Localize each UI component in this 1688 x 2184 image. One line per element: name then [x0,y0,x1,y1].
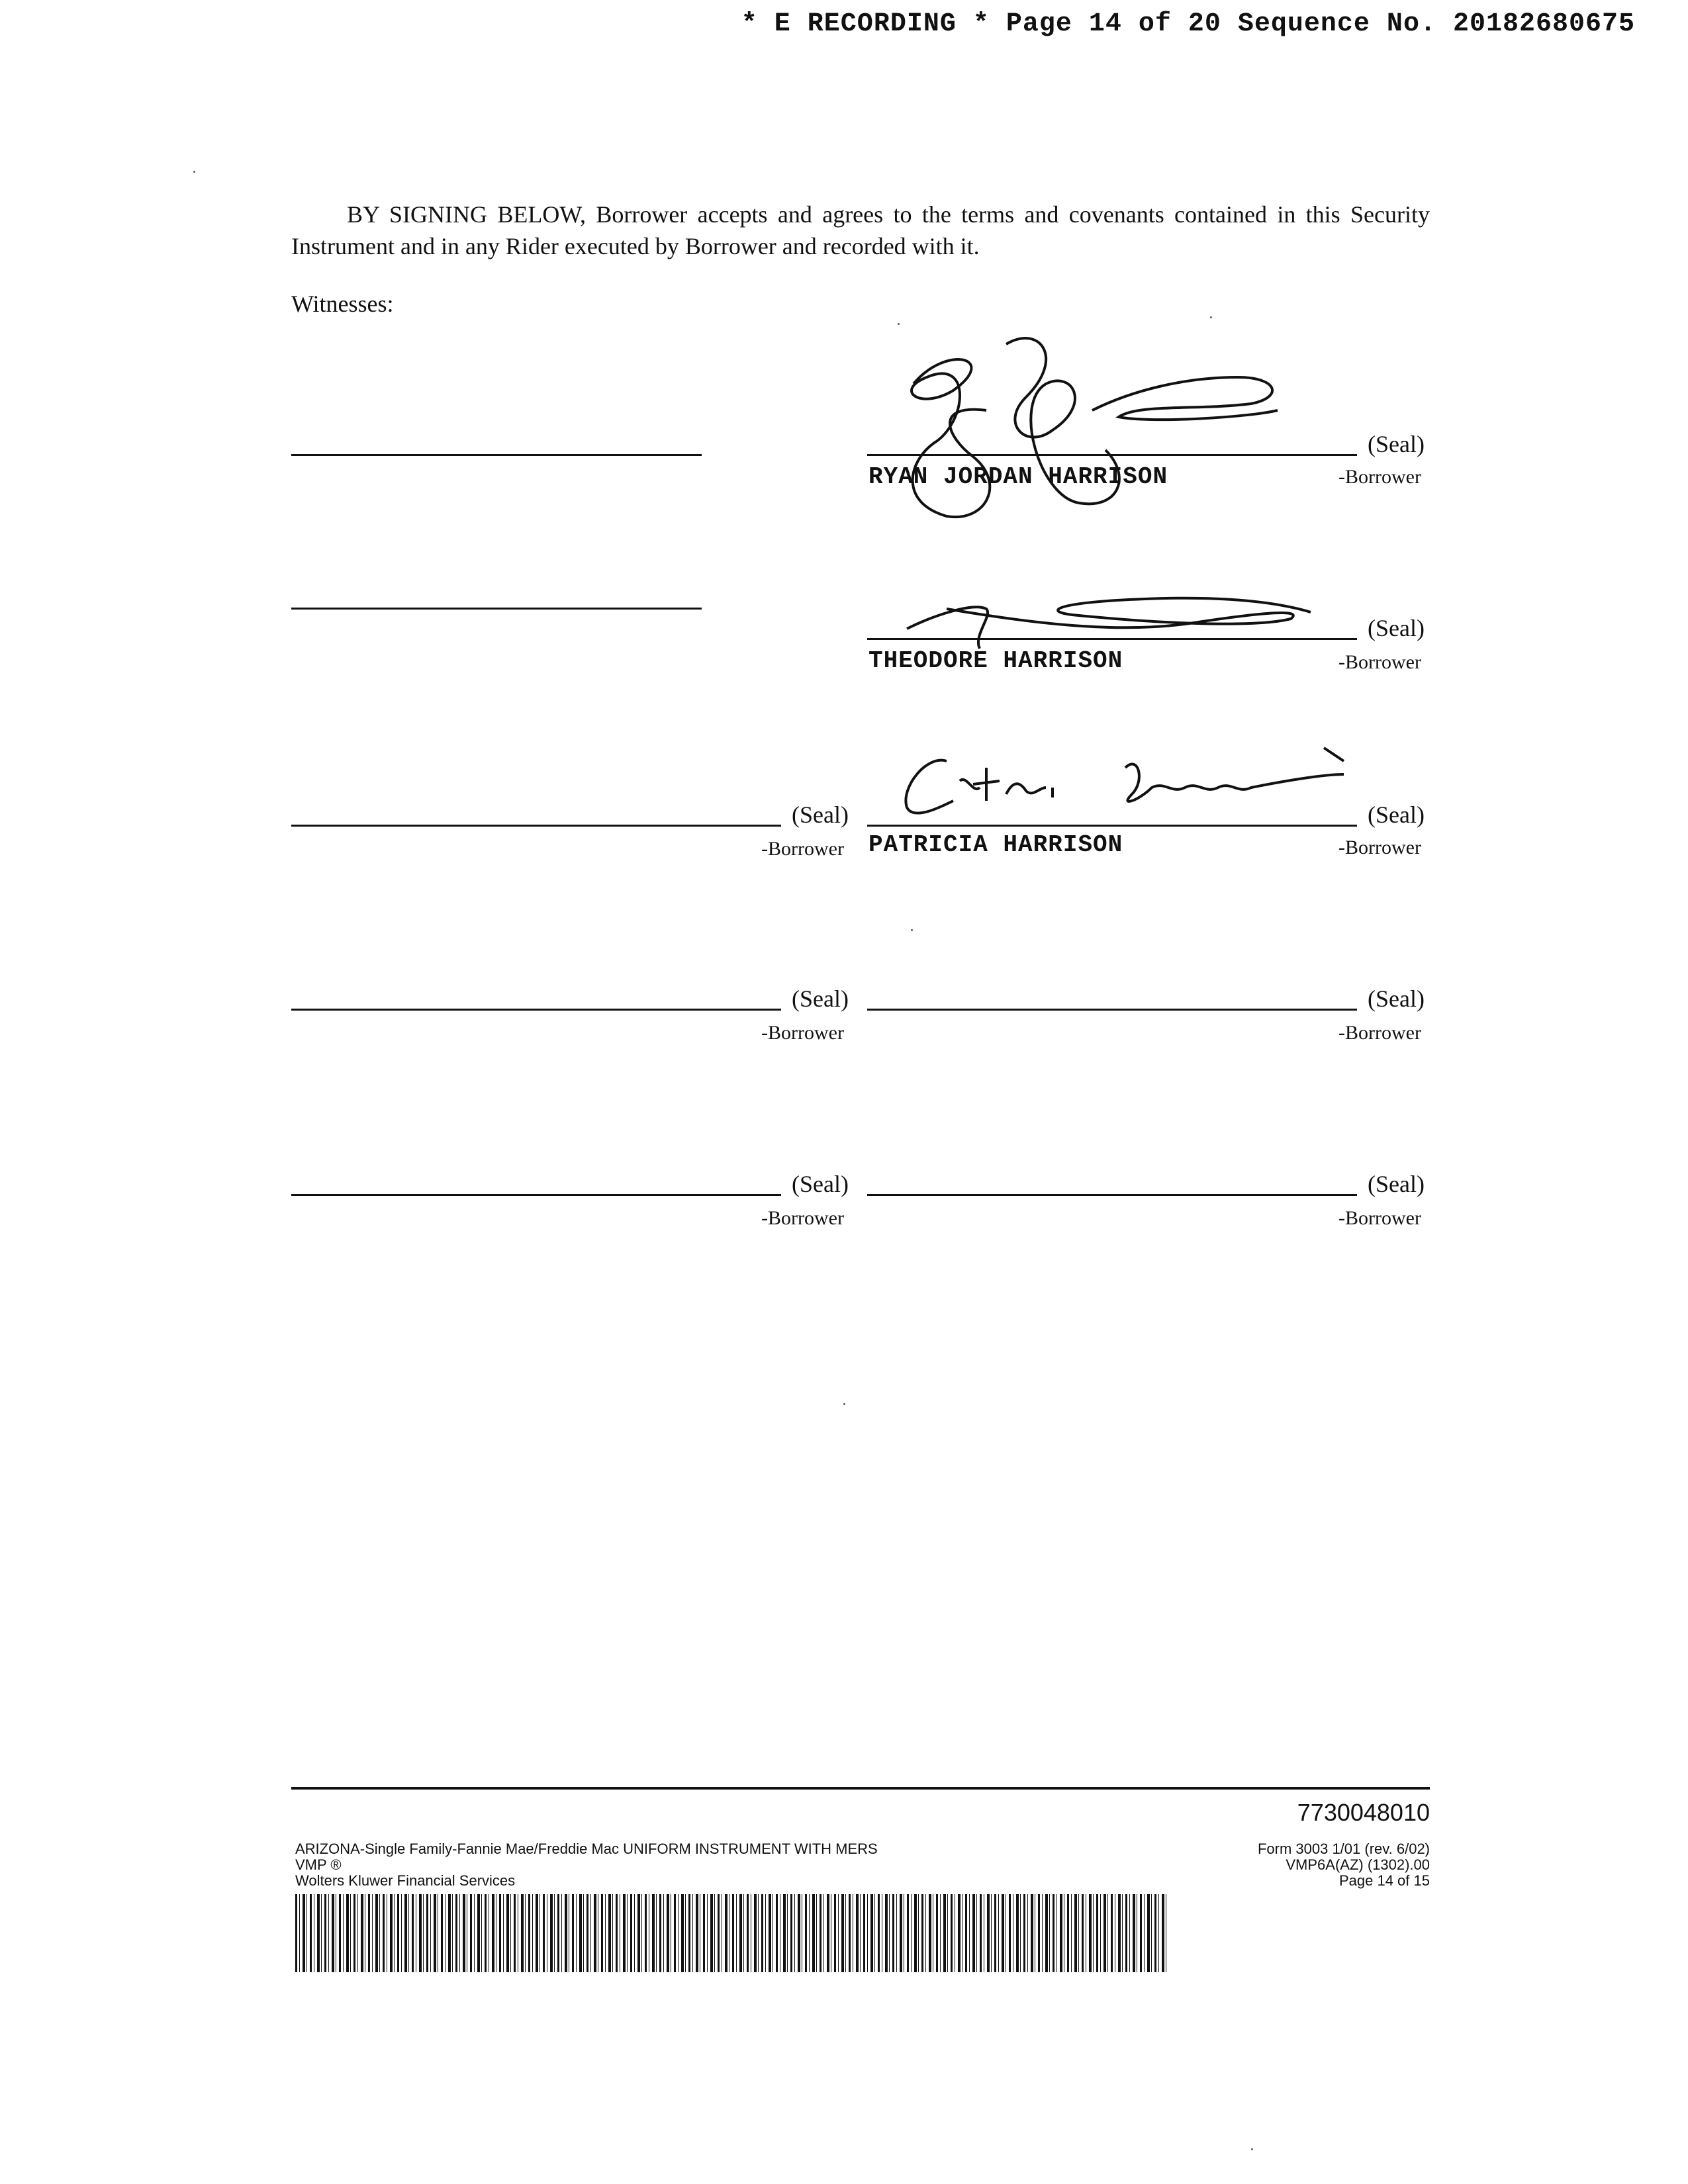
witness-line-2 [291,608,702,610]
signature-patricia-harrison-icon [887,735,1364,827]
signature-line-4-right [867,1009,1357,1011]
signer-name-3: PATRICIA HARRISON [868,831,1123,858]
signature-line-3-right [867,825,1357,827]
seal-label-5-left: (Seal) [792,1171,849,1197]
seal-label-1: (Seal) [1368,431,1425,457]
form-identifiers [1258,1841,1430,1889]
seal-label-4-right: (Seal) [1368,985,1425,1012]
footer-rule [291,1787,1430,1790]
form-description [295,1841,878,1889]
barcode-icon [295,1894,1169,1972]
form-number: Form 3003 1/01 (rev. 6/02) [1257,1841,1430,1857]
publisher: Wolters Kluwer Financial Services [295,1872,516,1889]
scan-speck [1210,316,1212,318]
signature-line-5-left [291,1194,781,1196]
signing-statement: BY SIGNING BELOW, Borrower accepts and agrees to the terms and covenants contained in this Security Instrument and in any Rider executed by Borrower and recorded with it. [291,201,1430,259]
signature-line-5-right [867,1194,1357,1196]
seal-label-5-right: (Seal) [1368,1171,1425,1197]
witness-line-1 [291,454,702,456]
recording-header: * E RECORDING * Page 14 of 20 Sequence No. 20182680675 [741,9,1635,39]
signer-name-1: RYAN JORDAN HARRISON [868,463,1168,490]
loan-number: 7730048010 [1297,1799,1430,1826]
form-code: VMP6A(AZ) (1302).00 [1286,1856,1430,1873]
seal-label-3-left: (Seal) [792,801,849,828]
scan-speck [911,929,913,931]
seal-label-3-right: (Seal) [1368,801,1425,828]
scan-speck [1251,2148,1253,2150]
scan-speck [193,171,195,173]
signature-ryan-jordan-harrison-icon [854,331,1317,529]
witnesses-label: Witnesses: [291,291,394,317]
borrower-label-3-right: -Borrower [1338,837,1421,858]
borrower-label-1: -Borrower [1338,466,1421,488]
form-title: ARIZONA-Single Family-Fannie Mae/Freddie Mac UNIFORM INSTRUMENT WITH MERS [295,1841,878,1857]
borrower-label-5-right: -Borrower [1338,1207,1421,1229]
page-number: Page 14 of 15 [1338,1872,1430,1889]
signature-line-4-left [291,1009,781,1011]
seal-label-4-left: (Seal) [792,985,849,1012]
signature-line-3-left [291,825,781,827]
borrower-label-2: -Borrower [1338,651,1421,673]
scan-speck [898,323,900,325]
borrower-label-5-left: -Borrower [761,1207,844,1229]
seal-label-2: (Seal) [1368,615,1425,641]
signer-name-2: THEODORE HARRISON [868,647,1123,674]
scan-speck [843,1403,845,1405]
borrower-label-3-left: -Borrower [761,838,844,860]
vmp-mark: VMP ® [295,1856,342,1873]
signature-theodore-harrison-icon [880,582,1331,655]
signature-line-1 [867,454,1357,456]
signature-line-2 [867,638,1357,640]
borrower-label-4-left: -Borrower [761,1022,844,1044]
borrower-label-4-right: -Borrower [1338,1022,1421,1044]
